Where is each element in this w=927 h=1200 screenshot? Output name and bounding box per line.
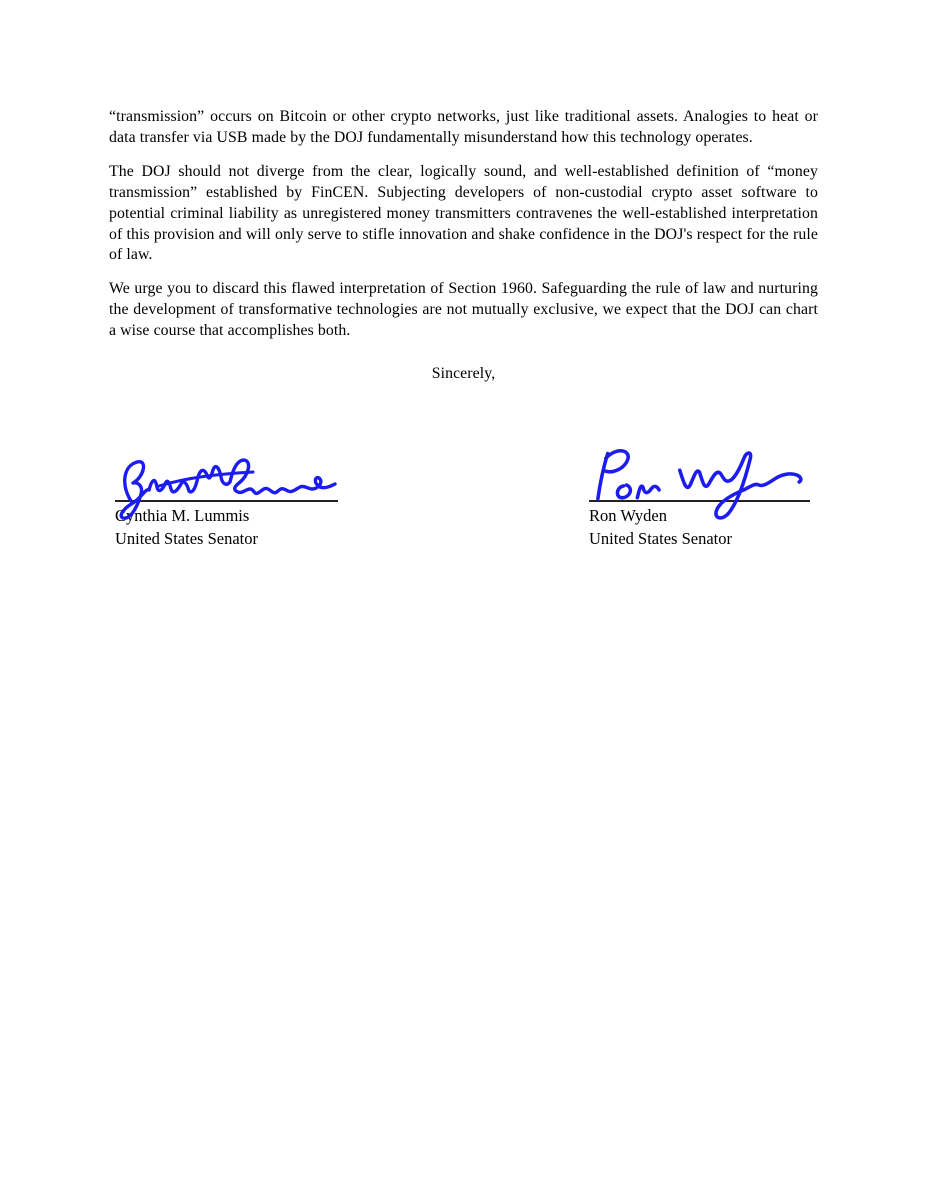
signatory-title: United States Senator [589, 529, 732, 548]
signature-block-wyden [589, 500, 810, 550]
signatory-name: Cynthia M. Lummis [115, 506, 250, 525]
signature-block-lummis [115, 500, 338, 550]
paragraph-transmission: “transmission” occurs on Bitcoin or other crypto networks, just like traditional assets. Analogies to heat or data transfer via USB made by the DOJ fundamentally misunderstand how this technology operates. [109, 108, 818, 146]
signature-line [115, 500, 338, 502]
signature-line [589, 500, 810, 502]
signatory-name: Ron Wyden [589, 506, 667, 525]
closing-salutation: Sincerely, [431, 365, 496, 383]
paragraph-urge-discard: We urge you to discard this flawed interpretation of Section 1960. Safeguarding the rule of law and nurturing the development of transformative technologies are not mutually exclusive, we expect that the DOJ can chart a wise course that accomplishes both. [109, 280, 818, 340]
signatory-title: United States Senator [115, 529, 258, 548]
paragraph-doj-diverge: The DOJ should not diverge from the clear, logically sound, and well-established definition of “money transmission” established by FinCEN. Subjecting developers of non-custodial crypto asset software to potential criminal liability as unregistered money transmitters contravenes the well-established interpretation of this provision and will only serve to stifle innovation and shake confidence in the DOJ's respect for the rule of law. [109, 162, 818, 264]
letter-body [109, 107, 818, 385]
